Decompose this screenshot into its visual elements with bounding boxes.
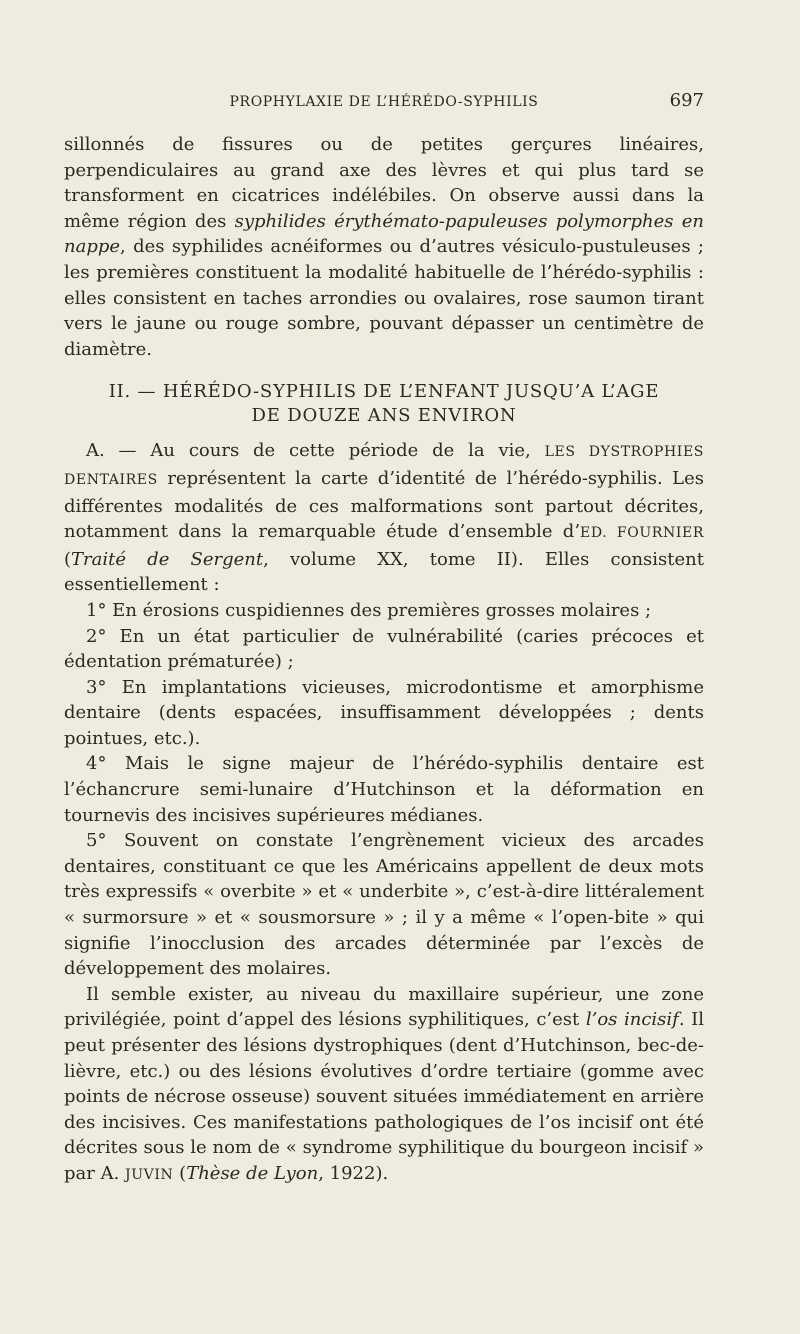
list-item: 1° En érosions cuspidiennes des premières grosses molaires ; — [86, 599, 652, 621]
paragraph-os-incisif — [64, 982, 704, 1189]
author-name: JUVIN — [125, 1166, 174, 1183]
text-run: , 1922). — [318, 1162, 389, 1184]
list-item: 2° En un état particulier de vulnérabilité (caries précoces et édentation prématurée) ; — [64, 625, 704, 673]
list-item: 4° Mais le signe majeur de l’hérédo-syphilis dentaire est l’échancrure semi-lunaire d’Hutchinson et la déformation en tournevis des incisives supérieures médianes. — [64, 753, 704, 826]
page-number: 697 — [669, 90, 704, 111]
text-run: , des syphilides acnéiformes ou d’autres vésiculo-pustuleuses ; les premières constituent la modalité habituelle de l’hérédo-syphilis : elles consistent en taches arrondies ou ovalaires, rose saumon tirant vers le jaune ou rouge sombre, pouvant dépasser un centimètre de diamètre. — [64, 236, 704, 360]
text-run: représentent la carte d’identité de l’hérédo-syphilis. Les différentes modalités de ces malformations sont partout décrites, notamment dans la remarquable étude d’ensemble d’ — [64, 467, 704, 543]
section-heading — [64, 380, 704, 428]
text-run: ( — [173, 1162, 187, 1184]
thesis-title: Thèse de Lyon — [186, 1162, 319, 1184]
list-item: 3° En implantations vicieuses, microdontisme et amorphisme dentaire (dents espacées, insuffisamment développées ; dents pointues, etc.). — [64, 676, 704, 749]
running-title: PROPHYLAXIE DE L’HÉRÉDO-SYPHILIS — [229, 94, 539, 110]
italic-term: syphilides érythémato-papuleuses polymorphes en nappe — [64, 210, 704, 258]
text-run: . Il peut présenter des lésions dystrophiques (dent d’Hutchinson, bec-de-lièvre, etc.) ou des lésions évolutives d’ordre tertiaire (gomme avec points de nécrose osseuse) souvent situées immédiatement en arrière des incisives. Ces manifestations pathologiques de l’os incisif ont été décrites sous le nom de « syndrome syphilitique du bourgeon incisif » par A. — [64, 1009, 705, 1184]
text-run: A. — Au cours de cette période de la vie, — [86, 440, 545, 462]
section-heading-line-2: DE DOUZE ANS ENVIRON — [251, 405, 517, 427]
body-text — [64, 132, 704, 1189]
list-item: 5° Souvent on constate l’engrènement vicieux des arcades dentaires, constituant ce que les Américains appellent de deux mots très expressifs « overbite » et « underbite », c’est-à-dire littéralement « surmorsure » et « sousmorsure » ; il y a même « l’open-bite » qui signifie l’inocclusion des arcades déterminée par l’excès de développement des molaires. — [64, 830, 704, 980]
text-run: Il semble exister, au niveau du maxillaire supérieur, une zone privilégiée, point d’appel des lésions syphilitiques, c’est — [64, 983, 704, 1031]
author-name: ED. FOURNIER — [580, 525, 704, 542]
text-run: , volume XX, tome II). Elles consistent essentiellement : — [64, 548, 704, 596]
text-run: sillonnés de fissures ou de petites gerçures linéaires, perpendiculaires au grand axe des lèvres et qui plus tard se transforment en cicatrices indélébiles. On observe aussi dans la même région des — [64, 134, 704, 232]
paragraph-dystrophies — [64, 438, 704, 598]
book-title: Traité de Sergent — [71, 548, 264, 570]
running-header — [64, 90, 704, 118]
section-heading-line-1: II. — HÉRÉDO-SYPHILIS DE L’ENFANT JUSQU’A L’AGE — [108, 381, 660, 403]
paragraph-continuation — [64, 132, 704, 362]
small-caps-term: LES DYSTROPHIES DENTAIRES — [64, 444, 705, 488]
text-run: ( — [64, 548, 72, 570]
italic-term: l’os incisif — [585, 1009, 679, 1031]
